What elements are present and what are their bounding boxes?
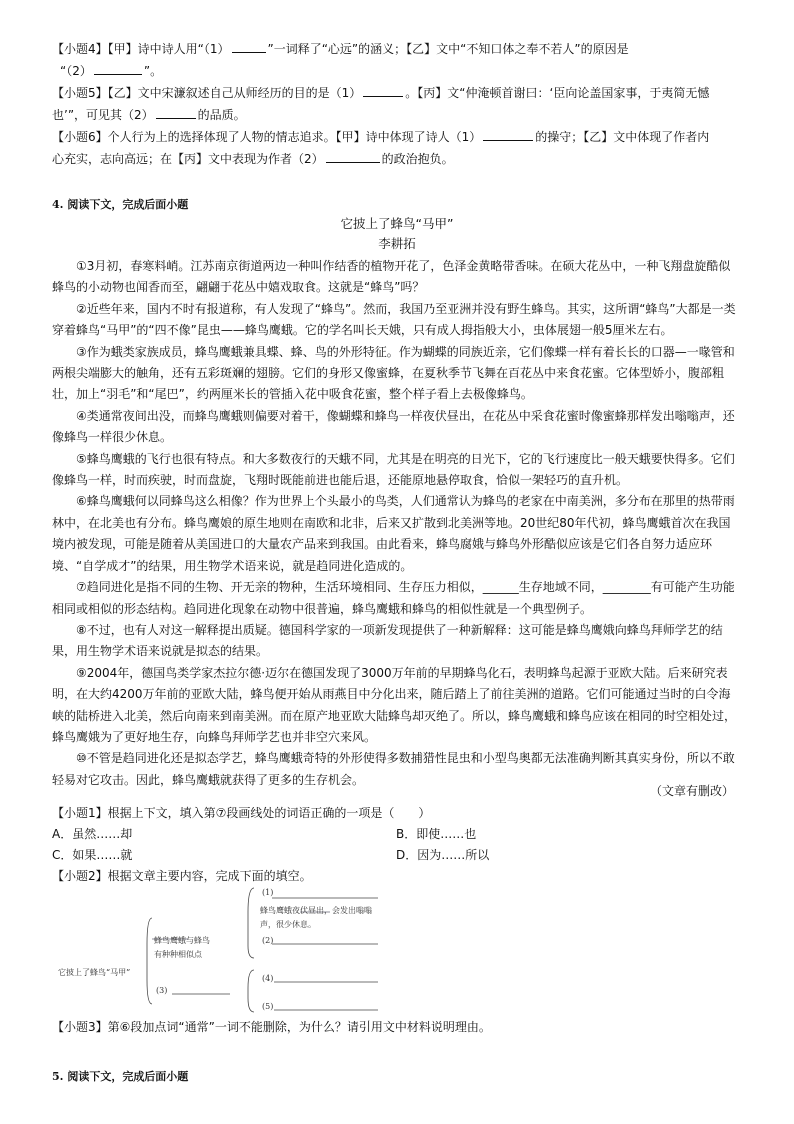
question-2: 【小题2】根据文章主要内容，完成下面的填空。 (52, 869, 312, 883)
paragraph-2: ②近些年来，国内不时有报道称，有人发现了“蜂鸟”。然而，我国乃至亚洲并没有野生蜂鸟。其实，这所谓“蜂鸟”大都是一类穿着蜂鸟“马甲”的“四不像”昆虫——蜂鸟鹰蛾。它的学名叫长天娥，只有成人拇指般大小，虫体展翅一般5厘米左右。 (52, 301, 736, 338)
option-c: C．如果……就 (52, 848, 133, 862)
paragraph-10: ⑩不管是趋同进化还是拟态学艺，蜂鸟鹰蛾奇特的外形使得多数捕猎性昆虫和小型鸟奥都无法准确判断其真实身份，所以不敢轻易对它攻击。因此，蜂鸟鹰蛾就获得了更多的生存机会。 (52, 751, 735, 787)
section-4-heading: 4. 阅读下文，完成后面小题 (52, 198, 189, 211)
question-6-line-2: 心充实，志向高远；在【丙】文中表现为作者（2） 的政治抱负。 (52, 152, 454, 166)
question-4-line-1: 【小题4】【甲】诗中诗人用“（1） ”一词释了“心远”的涵义；【乙】文中“不知口体之奉不若人”的原因是 (52, 42, 629, 56)
question-6-line-1: 【小题6】个人行为上的选择体现了人物的情志追求。【甲】诗中体现了诗人（1） 的操守；【乙】文中体现了作者内 (52, 130, 710, 144)
paragraph-5: ⑤蜂鸟鹰蛾的飞行也很有特点。和大多数夜行的天蛾不同，尤其是在明亮的日光下，它的飞行速度比一般天蛾要快得多。它们像蜂鸟一样，时而疾驶，时而盘旋，飞翔时既能前进也能后退，还能原地悬停取食，恰似一架轻巧的直升机。 (52, 451, 735, 488)
paragraph-4: ④类通常夜间出没，而蜂鸟鹰蛾则偏要对着干，像蝴蝶和蜂鸟一样夜伏昼出，在花丛中采食花蜜时像蜜蜂那样发出嗡嗡声，还像蜂鸟一样很少休息。 (52, 408, 735, 445)
revision-note: （文章有删改） (649, 784, 734, 798)
paragraph-3: ③作为蛾类家族成员，蜂鸟鹰蛾兼具蝶、蜂、鸟的外形特征。作为蝴蝶的同族近亲，它们像蝶一样有着长长的口器—一喙管和两根尖端膨大的触角，还有五彩斑斓的翅膀。它们的身形又像蜜蜂，在夏秋季节飞舞在百花丛中来食花蜜。它体型娇小，腹部粗壮，加上“羽毛”和“尾巴”，约两厘米长的管插入花中吸食花蜜，整个样子看上去极像蜂鸟。 (52, 344, 735, 402)
paragraph-6: ⑥蜂鸟鹰蛾何以同蜂鸟这么相像？作为世界上个头最小的鸟类，人们通常认为蜂鸟的老家在中南美洲，多分布在那里的热带雨林中，在北美也有分布。蜂鸟鹰娘的原生地则在南欧和北非，后来又扩散到北美洲等地。20世纪80年代初，蜂鸟鹰蛾首次在我国境内被发现，可能是随着从美国进口的大量农产品来到我国。由此看来，蜂鸟腐娥与蜂鸟外形酷似应该是它们各自努力适应环境、“自学成才”的结果，用生物学术语来说，就是趋同进化造成的。 (52, 494, 735, 573)
question-5-line-1: 【小题5】【乙】文中宋濂叙述自己从师经历的目的是（1） 。【丙】文“仲淹顿首谢曰：‘臣向论盖国家事，于夷简无憾 (52, 86, 710, 100)
diagram-blank-1: (1) (262, 888, 274, 897)
diagram-blank-2: (2) (262, 936, 274, 945)
question-1: 【小题1】根据上下文，填入第⑦段画线处的词语正确的一项是（ ） (52, 806, 431, 820)
content-diagram (52, 884, 452, 1020)
article-title: 它披上了蜂鸟“马甲” (340, 216, 454, 231)
diagram-blank-5: (5) (262, 1002, 274, 1011)
paragraph-7: ⑦趋同进化是指不同的生物、开无亲的物种，生活环境相同、生存压力相似，______生存地域不同，________有可能产生功能相同或相似的形态结构。趋同进化现象在动物中很普遍，蜂鸟鹰蛾和蜂鸟的相似性就是一个典型例子。 (52, 580, 735, 616)
option-a: A．虽然……却 (52, 827, 133, 841)
question-3: 【小题3】第⑥段加点词“通常”一词不能删除，为什么？请引用文中材料说明理由。 (52, 1020, 491, 1034)
paragraph-1: ①3月初，春寒料峭。江苏南京街道两边一种叫作结香的植物开花了，色泽金黄略带香味。在硕大花丛中，一种飞翔盘旋酷似蜂鸟的小动物也闻香而至，翩翩于花丛中嬉戏取食。这就是“蜂鸟”吗？ (52, 259, 731, 295)
diagram-branch: 蜂鸟鹰蛾与蜂鸟有种种相似点 (154, 936, 210, 959)
diagram-note: 蜂鸟鹰蛾夜伏昼出，会发出嗡嗡声，很少休息。 (260, 906, 372, 929)
option-d: D．因为……所以 (396, 848, 490, 862)
paragraph-9: ⑨2004年，德国鸟类学家杰拉尔德·迈尔在德国发现了3000万年前的早期蜂鸟化石，表明蜂鸟起源于亚欧大陆。后来研究表明，在大约4200万年前的亚欧大陆，蜂鸟便开始从雨燕目中分化出来，随后踏上了前往美洲的道路。它们可能通过当时的白令海峡的陆桥进入北美，然后向南来到南美洲。而在原产地亚欧大陆蜂鸟却灭绝了。所以，蜂鸟鹰蛾和蜂鸟应该在相同的时空相处过，蜂鸟鹰娥为了更好地生存，向蜂鸟拜师学艺也并非空穴来风。 (52, 665, 737, 744)
article-body (52, 256, 742, 791)
paragraph-8: ⑧不过，也有人对这一解释提出质疑。德国科学家的一项新发现提供了一种新解释：这可能是蜂鸟鹰娥向蜂鸟拜师学艺的结果，用生物学术语来说就是拟态的结果。 (52, 622, 723, 659)
article-author: 李耕拓 (378, 236, 416, 251)
option-b: B．即使……也 (396, 827, 477, 841)
section-5-heading: 5. 阅读下文，完成后面小题 (52, 1070, 189, 1083)
diagram-lines (52, 884, 452, 1020)
question-5-line-2: 也’”，可见其（2） 的品质。 (52, 108, 246, 122)
diagram-blank-4: (4) (262, 974, 274, 983)
question-4-line-2: “（2） ”。 (60, 64, 163, 78)
diagram-blank-3: (3) (156, 986, 168, 995)
diagram-root: 它披上了蜂鸟“马甲” (58, 968, 131, 977)
